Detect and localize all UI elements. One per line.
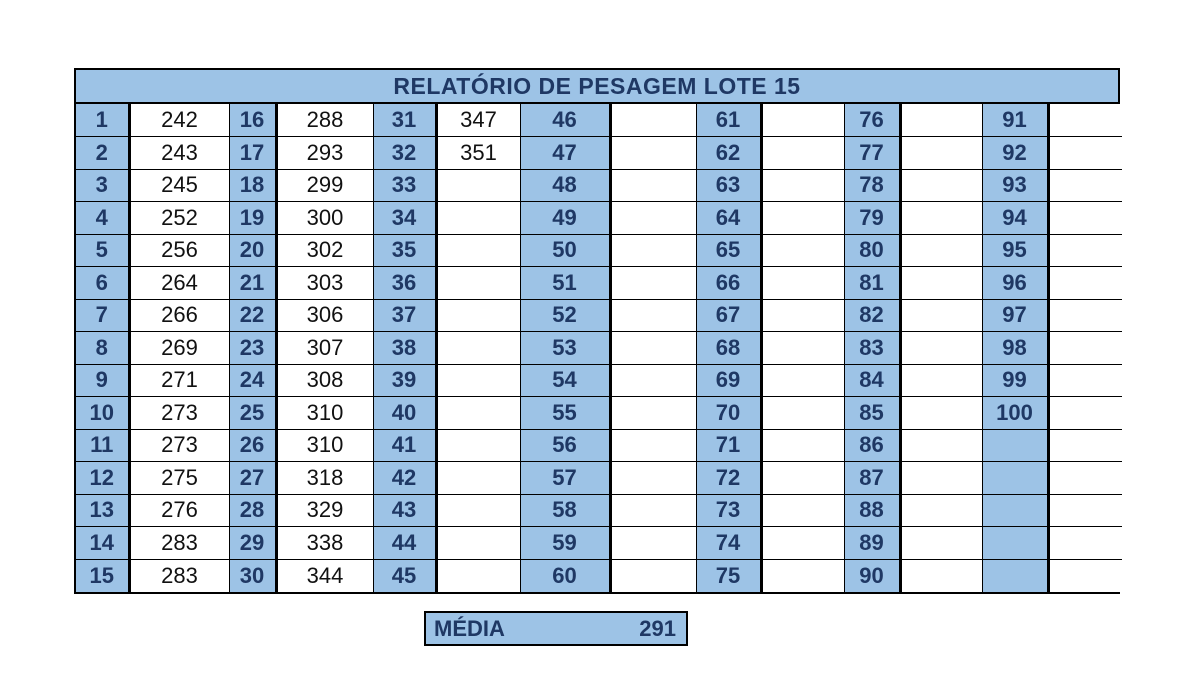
weight-value-cell bbox=[761, 559, 844, 592]
item-number-cell: 16 bbox=[229, 104, 276, 137]
item-number-cell: 67 bbox=[696, 299, 761, 332]
weight-value-cell: 347 bbox=[436, 104, 520, 137]
item-number-cell: 86 bbox=[844, 429, 900, 462]
item-number-cell: 72 bbox=[696, 462, 761, 495]
average-label: MÉDIA bbox=[434, 615, 505, 641]
weight-value-cell: 245 bbox=[129, 169, 229, 202]
weight-value-cell bbox=[900, 397, 982, 430]
weight-value-cell bbox=[1048, 332, 1122, 365]
weight-value-cell bbox=[761, 267, 844, 300]
weight-value-cell bbox=[610, 137, 696, 170]
item-number-cell bbox=[982, 462, 1048, 495]
item-number-cell: 98 bbox=[982, 332, 1048, 365]
weight-value-cell bbox=[610, 462, 696, 495]
weight-value-cell bbox=[1048, 429, 1122, 462]
weight-value-cell: 329 bbox=[276, 494, 373, 527]
weight-value-cell bbox=[900, 137, 982, 170]
weight-value-cell: 302 bbox=[276, 234, 373, 267]
weight-value-cell: 307 bbox=[276, 332, 373, 365]
item-number-cell: 99 bbox=[982, 364, 1048, 397]
item-number-cell: 82 bbox=[844, 299, 900, 332]
weight-value-cell: 273 bbox=[129, 429, 229, 462]
item-number-cell: 97 bbox=[982, 299, 1048, 332]
item-number-cell bbox=[982, 494, 1048, 527]
weight-value-cell: 242 bbox=[129, 104, 229, 137]
item-number-cell: 56 bbox=[520, 429, 610, 462]
item-number-cell bbox=[982, 527, 1048, 560]
item-number-cell: 54 bbox=[520, 364, 610, 397]
item-number-cell: 81 bbox=[844, 267, 900, 300]
item-number-cell: 23 bbox=[229, 332, 276, 365]
item-number-cell: 76 bbox=[844, 104, 900, 137]
weight-value-cell: 283 bbox=[129, 559, 229, 592]
table-row bbox=[76, 429, 1122, 462]
item-number-cell: 12 bbox=[76, 462, 129, 495]
item-number-cell: 42 bbox=[373, 462, 436, 495]
weight-value-cell bbox=[610, 429, 696, 462]
weight-value-cell bbox=[1048, 202, 1122, 235]
item-number-cell: 20 bbox=[229, 234, 276, 267]
item-number-cell: 26 bbox=[229, 429, 276, 462]
item-number-cell: 50 bbox=[520, 234, 610, 267]
weight-value-cell bbox=[761, 104, 844, 137]
weight-value-cell bbox=[761, 299, 844, 332]
table-row bbox=[76, 527, 1122, 560]
item-number-cell: 59 bbox=[520, 527, 610, 560]
item-number-cell: 96 bbox=[982, 267, 1048, 300]
weight-value-cell bbox=[610, 234, 696, 267]
item-number-cell: 29 bbox=[229, 527, 276, 560]
weights-table bbox=[76, 104, 1122, 592]
item-number-cell: 88 bbox=[844, 494, 900, 527]
item-number-cell: 39 bbox=[373, 364, 436, 397]
weight-value-cell bbox=[761, 234, 844, 267]
table-row bbox=[76, 267, 1122, 300]
item-number-cell: 13 bbox=[76, 494, 129, 527]
weight-value-cell: 344 bbox=[276, 559, 373, 592]
weight-value-cell bbox=[436, 494, 520, 527]
item-number-cell: 15 bbox=[76, 559, 129, 592]
weighing-report-sheet bbox=[74, 68, 1120, 594]
item-number-cell: 90 bbox=[844, 559, 900, 592]
weight-value-cell bbox=[610, 299, 696, 332]
table-row bbox=[76, 234, 1122, 267]
weight-value-cell bbox=[610, 267, 696, 300]
weight-value-cell bbox=[761, 202, 844, 235]
item-number-cell: 62 bbox=[696, 137, 761, 170]
item-number-cell: 69 bbox=[696, 364, 761, 397]
weight-value-cell bbox=[761, 462, 844, 495]
table-row bbox=[76, 169, 1122, 202]
weight-value-cell bbox=[900, 299, 982, 332]
item-number-cell: 9 bbox=[76, 364, 129, 397]
weight-value-cell bbox=[1048, 462, 1122, 495]
weight-value-cell bbox=[1048, 559, 1122, 592]
item-number-cell: 53 bbox=[520, 332, 610, 365]
weight-value-cell bbox=[610, 364, 696, 397]
item-number-cell: 80 bbox=[844, 234, 900, 267]
weight-value-cell bbox=[900, 364, 982, 397]
item-number-cell: 73 bbox=[696, 494, 761, 527]
weight-value-cell bbox=[1048, 137, 1122, 170]
weight-value-cell bbox=[900, 234, 982, 267]
item-number-cell bbox=[982, 429, 1048, 462]
item-number-cell: 94 bbox=[982, 202, 1048, 235]
weight-value-cell bbox=[761, 527, 844, 560]
item-number-cell: 75 bbox=[696, 559, 761, 592]
weight-value-cell bbox=[436, 234, 520, 267]
table-row bbox=[76, 299, 1122, 332]
item-number-cell: 7 bbox=[76, 299, 129, 332]
item-number-cell: 89 bbox=[844, 527, 900, 560]
item-number-cell: 84 bbox=[844, 364, 900, 397]
weight-value-cell bbox=[1048, 169, 1122, 202]
weight-value-cell bbox=[761, 169, 844, 202]
weight-value-cell bbox=[1048, 397, 1122, 430]
item-number-cell: 61 bbox=[696, 104, 761, 137]
table-row bbox=[76, 364, 1122, 397]
item-number-cell: 63 bbox=[696, 169, 761, 202]
weight-value-cell bbox=[436, 267, 520, 300]
item-number-cell: 65 bbox=[696, 234, 761, 267]
weight-value-cell bbox=[436, 332, 520, 365]
weight-value-cell bbox=[1048, 527, 1122, 560]
weight-value-cell bbox=[761, 429, 844, 462]
item-number-cell: 31 bbox=[373, 104, 436, 137]
weight-value-cell bbox=[436, 559, 520, 592]
item-number-cell: 41 bbox=[373, 429, 436, 462]
item-number-cell: 91 bbox=[982, 104, 1048, 137]
item-number-cell: 64 bbox=[696, 202, 761, 235]
item-number-cell: 85 bbox=[844, 397, 900, 430]
table-row bbox=[76, 137, 1122, 170]
weight-value-cell bbox=[436, 527, 520, 560]
item-number-cell: 30 bbox=[229, 559, 276, 592]
item-number-cell: 49 bbox=[520, 202, 610, 235]
item-number-cell: 68 bbox=[696, 332, 761, 365]
item-number-cell: 51 bbox=[520, 267, 610, 300]
table-row bbox=[76, 104, 1122, 137]
item-number-cell: 8 bbox=[76, 332, 129, 365]
average-box bbox=[424, 611, 688, 646]
item-number-cell: 6 bbox=[76, 267, 129, 300]
item-number-cell: 83 bbox=[844, 332, 900, 365]
weight-value-cell: 300 bbox=[276, 202, 373, 235]
weight-value-cell bbox=[900, 169, 982, 202]
item-number-cell: 57 bbox=[520, 462, 610, 495]
weight-value-cell: 276 bbox=[129, 494, 229, 527]
weight-value-cell bbox=[900, 494, 982, 527]
weight-value-cell bbox=[610, 104, 696, 137]
item-number-cell: 40 bbox=[373, 397, 436, 430]
weight-value-cell bbox=[436, 429, 520, 462]
item-number-cell: 70 bbox=[696, 397, 761, 430]
item-number-cell: 87 bbox=[844, 462, 900, 495]
weight-value-cell bbox=[900, 104, 982, 137]
weight-value-cell: 318 bbox=[276, 462, 373, 495]
item-number-cell: 36 bbox=[373, 267, 436, 300]
weight-value-cell bbox=[436, 462, 520, 495]
item-number-cell: 60 bbox=[520, 559, 610, 592]
weight-value-cell: 275 bbox=[129, 462, 229, 495]
weight-value-cell: 299 bbox=[276, 169, 373, 202]
weight-value-cell bbox=[1048, 267, 1122, 300]
table-row bbox=[76, 397, 1122, 430]
weight-value-cell bbox=[610, 559, 696, 592]
weight-value-cell bbox=[436, 169, 520, 202]
weight-value-cell: 243 bbox=[129, 137, 229, 170]
item-number-cell: 46 bbox=[520, 104, 610, 137]
weight-value-cell: 306 bbox=[276, 299, 373, 332]
item-number-cell: 3 bbox=[76, 169, 129, 202]
item-number-cell: 4 bbox=[76, 202, 129, 235]
item-number-cell: 55 bbox=[520, 397, 610, 430]
item-number-cell: 11 bbox=[76, 429, 129, 462]
weight-value-cell bbox=[900, 429, 982, 462]
weight-value-cell bbox=[436, 397, 520, 430]
weight-value-cell: 303 bbox=[276, 267, 373, 300]
average-value: 291 bbox=[639, 615, 676, 641]
item-number-cell: 45 bbox=[373, 559, 436, 592]
weight-value-cell: 252 bbox=[129, 202, 229, 235]
item-number-cell: 1 bbox=[76, 104, 129, 137]
weight-value-cell bbox=[900, 267, 982, 300]
item-number-cell: 35 bbox=[373, 234, 436, 267]
item-number-cell: 19 bbox=[229, 202, 276, 235]
weight-value-cell bbox=[900, 202, 982, 235]
weight-value-cell: 310 bbox=[276, 429, 373, 462]
item-number-cell: 43 bbox=[373, 494, 436, 527]
weight-value-cell bbox=[1048, 364, 1122, 397]
weight-value-cell bbox=[761, 494, 844, 527]
weight-value-cell bbox=[610, 169, 696, 202]
weight-value-cell bbox=[761, 332, 844, 365]
weight-value-cell bbox=[1048, 234, 1122, 267]
weight-value-cell: 256 bbox=[129, 234, 229, 267]
item-number-cell: 48 bbox=[520, 169, 610, 202]
weight-value-cell bbox=[610, 397, 696, 430]
item-number-cell: 77 bbox=[844, 137, 900, 170]
item-number-cell: 52 bbox=[520, 299, 610, 332]
item-number-cell: 66 bbox=[696, 267, 761, 300]
item-number-cell: 32 bbox=[373, 137, 436, 170]
item-number-cell: 71 bbox=[696, 429, 761, 462]
weight-value-cell bbox=[1048, 299, 1122, 332]
item-number-cell: 24 bbox=[229, 364, 276, 397]
item-number-cell: 34 bbox=[373, 202, 436, 235]
item-number-cell: 28 bbox=[229, 494, 276, 527]
weight-value-cell bbox=[436, 364, 520, 397]
weight-value-cell bbox=[900, 527, 982, 560]
item-number-cell: 58 bbox=[520, 494, 610, 527]
item-number-cell: 22 bbox=[229, 299, 276, 332]
weight-value-cell bbox=[1048, 104, 1122, 137]
weight-value-cell bbox=[610, 332, 696, 365]
weight-value-cell: 264 bbox=[129, 267, 229, 300]
item-number-cell: 10 bbox=[76, 397, 129, 430]
weight-value-cell: 266 bbox=[129, 299, 229, 332]
weight-value-cell bbox=[436, 299, 520, 332]
weight-value-cell: 288 bbox=[276, 104, 373, 137]
weight-value-cell bbox=[436, 202, 520, 235]
item-number-cell: 95 bbox=[982, 234, 1048, 267]
item-number-cell: 100 bbox=[982, 397, 1048, 430]
item-number-cell bbox=[982, 559, 1048, 592]
item-number-cell: 78 bbox=[844, 169, 900, 202]
item-number-cell: 17 bbox=[229, 137, 276, 170]
weight-value-cell: 308 bbox=[276, 364, 373, 397]
item-number-cell: 21 bbox=[229, 267, 276, 300]
table-row bbox=[76, 494, 1122, 527]
item-number-cell: 47 bbox=[520, 137, 610, 170]
item-number-cell: 74 bbox=[696, 527, 761, 560]
weight-value-cell bbox=[610, 494, 696, 527]
weight-value-cell bbox=[761, 364, 844, 397]
table-row bbox=[76, 332, 1122, 365]
weight-value-cell: 271 bbox=[129, 364, 229, 397]
item-number-cell: 18 bbox=[229, 169, 276, 202]
weight-value-cell bbox=[610, 527, 696, 560]
weight-value-cell: 273 bbox=[129, 397, 229, 430]
weight-value-cell: 338 bbox=[276, 527, 373, 560]
item-number-cell: 93 bbox=[982, 169, 1048, 202]
weight-value-cell bbox=[1048, 494, 1122, 527]
item-number-cell: 44 bbox=[373, 527, 436, 560]
item-number-cell: 14 bbox=[76, 527, 129, 560]
weight-value-cell bbox=[761, 397, 844, 430]
item-number-cell: 5 bbox=[76, 234, 129, 267]
item-number-cell: 25 bbox=[229, 397, 276, 430]
item-number-cell: 33 bbox=[373, 169, 436, 202]
weight-value-cell bbox=[900, 559, 982, 592]
weight-value-cell: 351 bbox=[436, 137, 520, 170]
weight-value-cell: 310 bbox=[276, 397, 373, 430]
table-row bbox=[76, 462, 1122, 495]
weight-value-cell bbox=[900, 462, 982, 495]
weight-value-cell: 283 bbox=[129, 527, 229, 560]
weight-value-cell bbox=[610, 202, 696, 235]
table-row bbox=[76, 202, 1122, 235]
item-number-cell: 27 bbox=[229, 462, 276, 495]
item-number-cell: 37 bbox=[373, 299, 436, 332]
item-number-cell: 79 bbox=[844, 202, 900, 235]
weight-value-cell bbox=[761, 137, 844, 170]
weight-value-cell: 269 bbox=[129, 332, 229, 365]
item-number-cell: 92 bbox=[982, 137, 1048, 170]
item-number-cell: 38 bbox=[373, 332, 436, 365]
report-title: RELATÓRIO DE PESAGEM LOTE 15 bbox=[76, 70, 1118, 104]
item-number-cell: 2 bbox=[76, 137, 129, 170]
weight-value-cell: 293 bbox=[276, 137, 373, 170]
table-row bbox=[76, 559, 1122, 592]
weight-value-cell bbox=[900, 332, 982, 365]
